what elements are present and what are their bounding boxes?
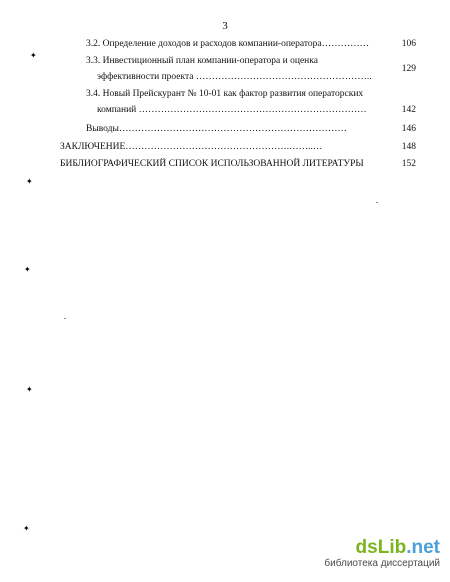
- watermark: [324, 538, 440, 570]
- margin-mark-icon: ✦: [30, 51, 37, 60]
- toc-entry-3-4-cont: компаний ………………………………………………………………: [97, 105, 367, 115]
- watermark-logo-part1: dsLib: [355, 537, 407, 558]
- toc-entry-conclusions: Выводы………………………………………………………………: [86, 124, 347, 134]
- scan-speck: [64, 318, 66, 319]
- toc-page-3-2: 106: [401, 39, 416, 49]
- page-number: 3: [222, 20, 228, 32]
- margin-mark-icon: ✦: [26, 177, 33, 186]
- toc-page-3-3: 129: [401, 64, 416, 74]
- toc-page-conclusion: 148: [401, 142, 416, 152]
- toc-entry-bibliography: БИБЛИОГРАФИЧЕСКИЙ СПИСОК ИСПОЛЬЗОВАННОЙ ЛИТЕРАТУРЫ: [60, 159, 364, 169]
- toc-page-3-4: 142: [401, 105, 416, 115]
- margin-mark-icon: ✦: [23, 524, 30, 533]
- toc-entry-3-4: 3.4. Новый Прейскурант № 10-01 как фактор развития операторских: [86, 89, 364, 99]
- toc-entry-3-2: 3.2. Определение доходов и расходов компании-оператора……………: [86, 39, 370, 49]
- margin-mark-icon: ✦: [24, 265, 31, 274]
- toc-entry-conclusion: ЗАКЛЮЧЕНИЕ…………………………………………….……..…: [60, 142, 323, 152]
- watermark-subtitle: библиотека диссертаций: [324, 558, 440, 569]
- watermark-logo-part2: .net: [406, 537, 440, 558]
- toc-entry-3-3: 3.3. Инвестиционный план компании-оператора и оценка: [86, 56, 318, 66]
- scan-speck: [376, 202, 378, 203]
- margin-mark-icon: ✦: [26, 385, 33, 394]
- watermark-logo: [324, 538, 440, 558]
- toc-entry-3-3-cont: эффективности проекта ………………………………………………..: [97, 72, 372, 82]
- toc-page-bibliography: 152: [401, 159, 416, 169]
- toc-page-conclusions: 146: [401, 124, 416, 134]
